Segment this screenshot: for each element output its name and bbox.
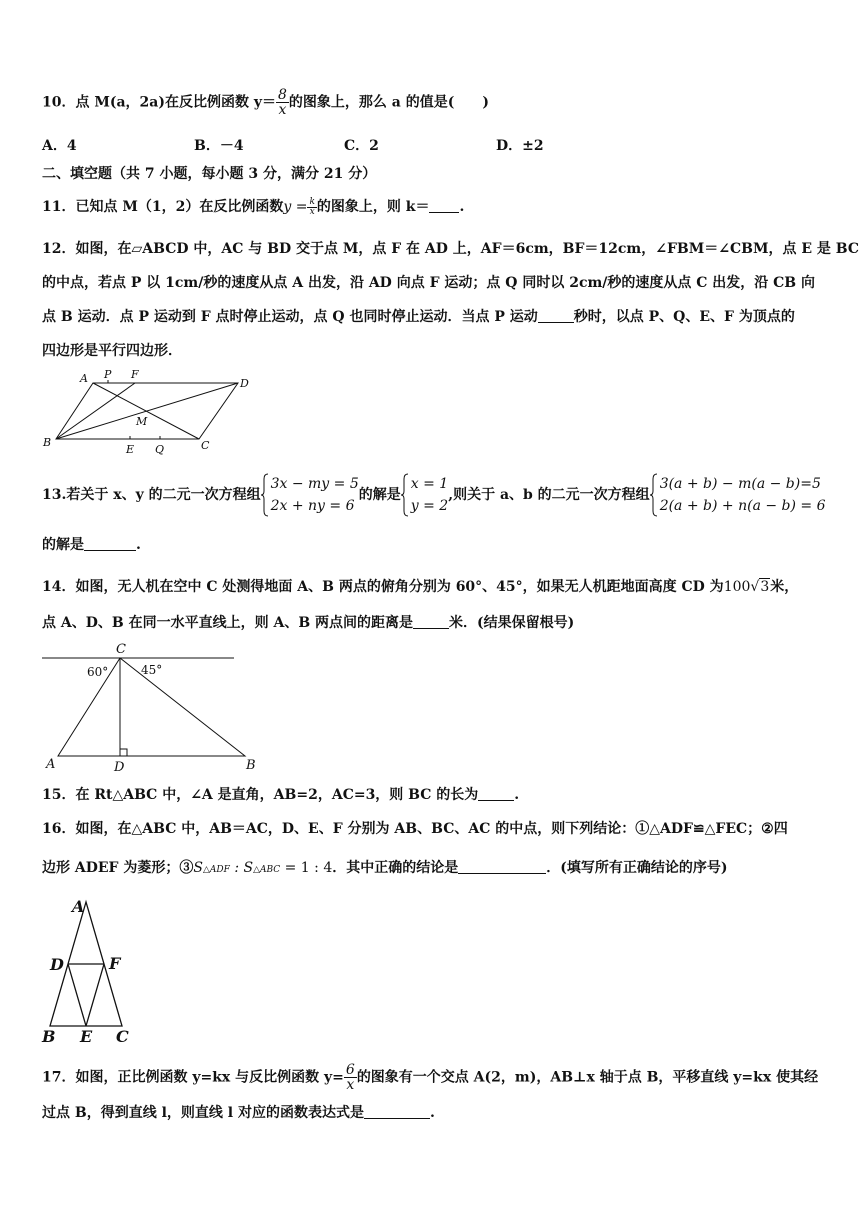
label-c: C — [116, 1027, 129, 1046]
q11-answer-blank[interactable] — [429, 198, 459, 213]
q10-fraction: $\frac{8}{x}$ — [278, 87, 287, 118]
label-d: D — [114, 760, 125, 774]
label-e: E — [80, 1027, 93, 1046]
label-f: F — [131, 368, 139, 381]
q10-prefix: 10．点 M(a，2a)在反比例函数 y＝ — [42, 94, 276, 111]
q16-area-ratio: S△ADF : S△ABC = 1 : 4 — [193, 860, 333, 876]
q15-answer-blank[interactable] — [478, 786, 514, 801]
q17-answer-blank[interactable] — [364, 1104, 430, 1119]
q11-fraction: $\frac{k}{x}$ — [309, 196, 315, 217]
label-c: C — [201, 439, 210, 452]
diagonal-bd — [56, 383, 238, 439]
label-b: B — [43, 436, 52, 449]
q13-line2: 的解是 . — [42, 537, 141, 553]
q13-system-1: 3x − my = 5 2x + ny = 6 — [261, 473, 359, 517]
q14-line2: 点 A、D、B 在同一水平直线上，则 A、B 两点间的距离是 米．(结果保留根号) — [42, 615, 575, 631]
q14-height-value: 100√3 — [723, 579, 770, 595]
label-q: Q — [155, 443, 165, 456]
q12-line3: 点 B 运动．点 P 运动到 F 点时停止运动，点 Q 也同时停止运动．当点 P 运动 秒时，以点 P、Q、E、F 为顶点的 — [42, 309, 795, 325]
label-d: D — [50, 955, 64, 974]
segment-bf — [56, 383, 135, 439]
q16-line1: 16．如图，在△ABC 中，AB＝AC，D、E、F 分别为 AB、BC、AC 的中点，则下列结论：①△ADF≌△FEC；②四 — [42, 821, 788, 837]
label-c: C — [116, 642, 126, 657]
label-b: B — [246, 758, 256, 773]
q14-drone-figure — [38, 638, 268, 774]
q12-line4: 四边形是平行四边形． — [42, 343, 182, 359]
q10-option-a[interactable]: A．4 — [42, 138, 77, 154]
q13-system-3: 3(a + b) − m(a − b)=5 2(a + b) + n(a − b) = 6 — [650, 473, 826, 517]
q10-option-d[interactable]: D．±2 — [496, 138, 544, 154]
q12-line1: 12．如图，在▱ABCD 中，AC 与 BD 交于点 M，点 F 在 AD 上，AF＝6cm，BF＝12cm，∠FBM＝∠CBM，点 E 是 BC — [42, 241, 859, 257]
q17-line2: 过点 B，得到直线 l，则直线 l 对应的函数表达式是 . — [42, 1105, 435, 1121]
q13-answer-blank[interactable] — [84, 536, 136, 551]
q16-triangle-figure — [36, 890, 146, 1050]
q14-answer-blank[interactable] — [413, 614, 449, 629]
label-a: A — [72, 897, 85, 916]
q10-options — [42, 136, 544, 156]
q14-line1: 14．如图，无人机在空中 C 处测得地面 A、B 两点的俯角分别为 60°、45°，如果无人机距地面高度 CD 为100√3米， — [42, 579, 799, 595]
q16-answer-blank[interactable] — [458, 859, 546, 874]
q12-line2: 的中点，若点 P 以 1cm/秒的速度从点 A 出发，沿 AD 向点 F 运动；点 Q 同时以 2cm/秒的速度从点 C 出发，沿 CB 向 — [42, 275, 816, 291]
label-e: E — [126, 443, 135, 456]
label-m: M — [136, 415, 148, 428]
label-f: F — [109, 954, 121, 973]
q10-stem — [42, 88, 489, 117]
label-a: A — [46, 757, 56, 772]
label-a: A — [80, 372, 88, 385]
label-b: B — [42, 1027, 56, 1046]
q10-option-c[interactable]: C．2 — [344, 138, 379, 154]
q11-stem: 11．已知点 M（1，2）在反比例函数y = $\frac{k}{x}$ 的图象上，则 k＝ . — [42, 196, 465, 217]
q12-parallelogram-figure — [38, 366, 268, 458]
angle-60-label: 60° — [87, 665, 109, 679]
section-heading: 二、填空题（共 7 小题，每小题 3 分，满分 21 分） — [42, 166, 377, 182]
q16-line2: 边形 ADEF 为菱形；③S△ADF : S△ABC = 1 : 4．其中正确的结论是 ．(填写所有正确结论的序号) — [42, 860, 728, 876]
q17-line1: 17．如图，正比例函数 y=kx 与反比例函数 y= $\frac{6}{x}$ 的图象有一个交点 A(2，m)，AB⊥x 轴于点 B，平移直线 y=kx 使其经 — [42, 1062, 819, 1093]
right-angle-mark — [120, 749, 127, 756]
label-p: P — [104, 368, 112, 381]
q10-option-b[interactable]: B．－4 — [194, 138, 244, 154]
label-d: D — [240, 377, 249, 390]
q13-stem: 13.若关于 x、y 的二元一次方程组 3x − my = 5 2x + ny = 6 的解是 x = 1 y = 2 ,则关于 a、b 的二元一次方程组 3(a + b) − m(a − b)=5 2(a + b) + n(a − b) = 6 — [42, 470, 826, 520]
q12-answer-blank[interactable] — [538, 308, 574, 323]
segment-fe — [86, 964, 104, 1026]
q15-stem: 15．在 Rt△ABC 中，∠A 是直角，AB=2，AC=3，则 BC 的长为 . — [42, 787, 520, 803]
q17-fraction: $\frac{6}{x}$ — [345, 1062, 355, 1093]
q13-system-2: x = 1 y = 2 — [401, 473, 448, 517]
q10-suffix: 的图象上，那么 a 的值是( ) — [288, 94, 489, 111]
angle-45-label: 45° — [141, 663, 163, 677]
segment-de — [68, 964, 86, 1026]
